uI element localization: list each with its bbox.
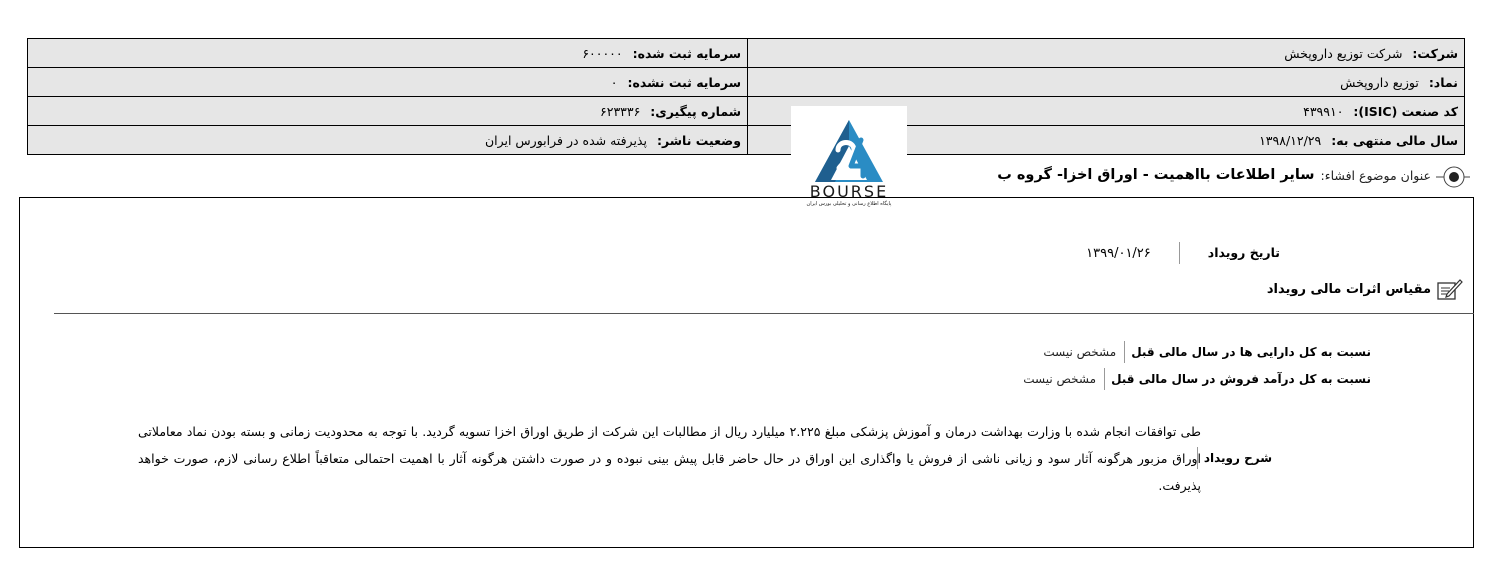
- symbol-label: نماد:: [1428, 74, 1458, 90]
- registered-capital-label: سرمایه ثبت شده:: [632, 45, 741, 61]
- financial-effects-title: مقیاس اثرات مالی رویداد: [1266, 281, 1431, 297]
- tracking-number-value: ۶۲۳۳۳۶: [600, 103, 641, 119]
- section-divider: [54, 313, 1474, 314]
- ratio-label: نسبت به کل دارایی ها در سال مالی قبل: [1124, 341, 1371, 363]
- info-row: [28, 126, 1465, 155]
- company-info-table: [27, 38, 1465, 155]
- event-description-label: شرح رویداد: [1197, 447, 1272, 469]
- symbol-value: توزیع داروپخش: [1340, 74, 1419, 90]
- company-label: شرکت:: [1412, 45, 1458, 61]
- ratio-value: مشخص نیست: [1023, 372, 1097, 386]
- ratio-value: مشخص نیست: [1043, 345, 1117, 359]
- info-row: [28, 97, 1465, 126]
- financial-effects-heading: [1267, 277, 1463, 301]
- event-date-row: [1086, 243, 1280, 263]
- bourse-logo-mark-icon: [791, 106, 907, 184]
- publisher-status-cell: [28, 126, 748, 155]
- ratio-row-revenue: [1023, 368, 1371, 390]
- registered-capital-value: ۶۰۰۰۰۰: [582, 45, 623, 61]
- ratio-row-assets: [1043, 341, 1371, 363]
- event-description-text: طی توافقات انجام شده با وزارت بهداشت درمان و آموزش پزشکی مبلغ ۲.۲۲۵ میلیارد ریال از مطالبات این شرکت از طریق اوراق اخزا تسویه گردید. با توجه به محدودیت زمانی و بسته بودن نماد معاملاتی اوراق مزبور هرگونه آثار سود و زیانی ناشی از فروش یا واگذاری این اوراق در حال حاضر قابل پیش بینی نبوده و در صورت داشتن هرگونه آثار با اهمیت احتمالی متعاقباً اطلاع رسانی لازم، صورت خواهد پذیرفت.: [138, 424, 1201, 493]
- event-date-value: ۱۳۹۹/۰۱/۲۶: [1086, 245, 1151, 261]
- unregistered-capital-label: سرمایه ثبت نشده:: [627, 74, 741, 90]
- disclosure-subject: [997, 165, 1431, 185]
- symbol-cell: [748, 68, 1465, 97]
- info-row: [28, 68, 1465, 97]
- ratio-label: نسبت به کل درآمد فروش در سال مالی قبل: [1104, 368, 1371, 390]
- subject-label: عنوان موضوع افشاء:: [1320, 167, 1431, 183]
- unregistered-capital-cell: [28, 68, 748, 97]
- tracking-number-label: شماره پیگیری:: [650, 103, 741, 119]
- edit-document-icon: [1435, 277, 1463, 301]
- fiscal-year-label: سال مالی منتهی به:: [1331, 132, 1458, 148]
- fiscal-year-value: ۱۳۹۸/۱۲/۲۹: [1259, 132, 1322, 148]
- event-date-label: تاریخ رویداد: [1179, 242, 1280, 264]
- bourse-logo: [791, 106, 907, 210]
- publisher-status-label: وضعیت ناشر:: [656, 132, 741, 148]
- company-cell: [748, 39, 1465, 68]
- logo-subtitle: پایگاه اطلاع رسانی و تحلیلی بورس ایران: [806, 201, 892, 207]
- subject-title: سایر اطلاعات بااهمیت - اوراق اخزا- گروه ب: [997, 167, 1315, 183]
- publisher-status-value: پذیرفته شده در فرابورس ایران: [484, 132, 647, 148]
- isic-label: کد صنعت (ISIC):: [1353, 103, 1458, 119]
- tracking-number-cell: [28, 97, 748, 126]
- company-value: شرکت توزیع داروپخش: [1284, 45, 1403, 61]
- isic-value: ۴۳۹۹۱۰: [1303, 103, 1344, 119]
- unregistered-capital-value: ۰: [610, 74, 618, 90]
- target-bullet-icon: [1436, 163, 1470, 191]
- registered-capital-cell: [28, 39, 748, 68]
- logo-brand-text: BOURSE: [809, 182, 889, 201]
- info-row: [28, 39, 1465, 68]
